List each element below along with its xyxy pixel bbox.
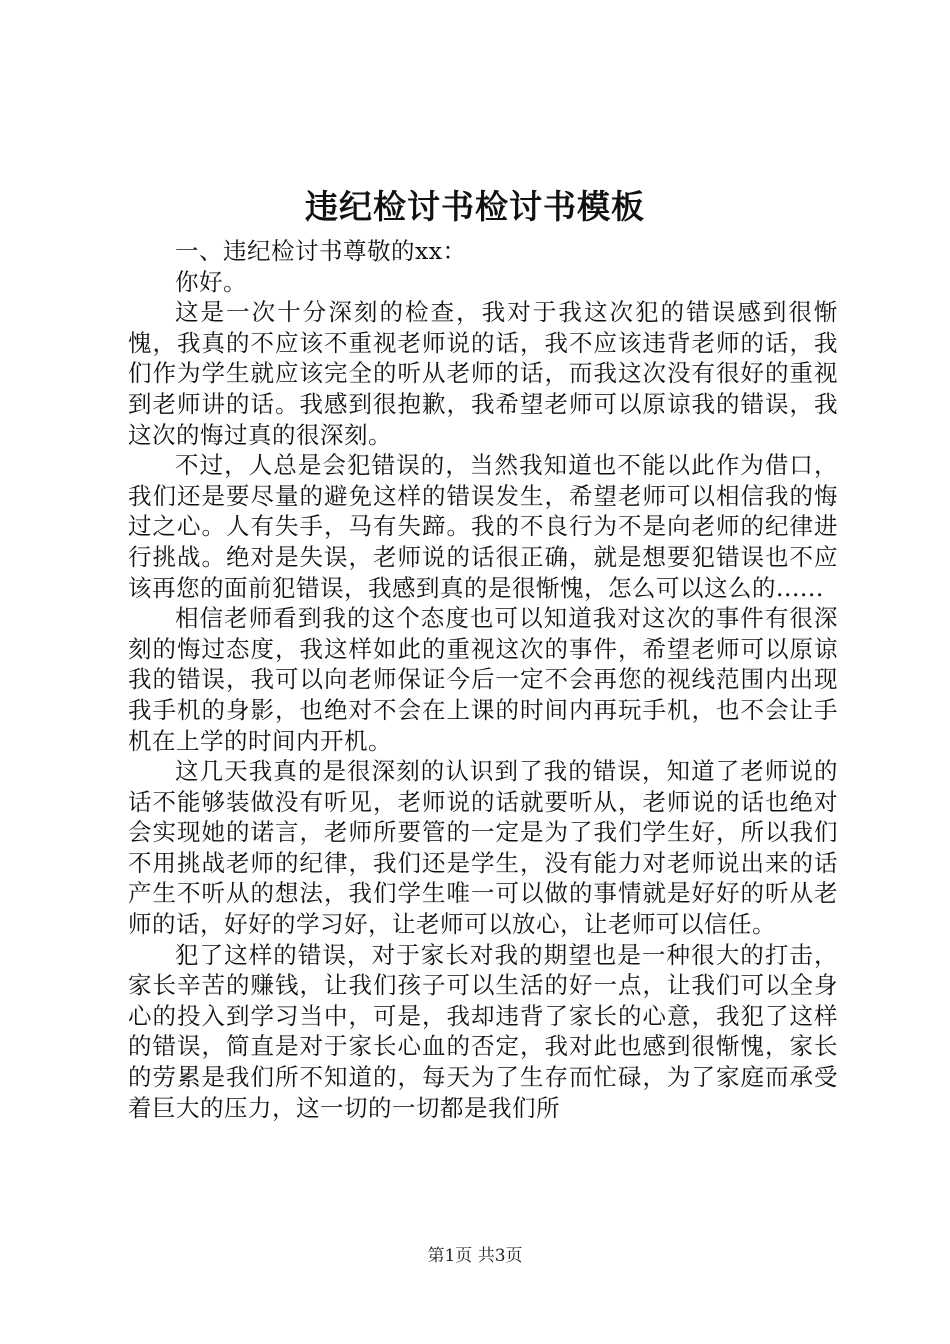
body-paragraph: 这几天我真的是很深刻的认识到了我的错误，知道了老师说的话不能够装做没有听见，老师说的话就要听从，老师说的话也绝对会实现她的诺言，老师所要管的一定是为了我们学生好，所以我们不用挑战老师的纪律，我们还是学生，没有能力对老师说出来的话产生不听从的想法，我们学生唯一可以做的事情就是好好的听从老师的话，好好的学习好，让老师可以放心，让老师可以信任。 [128, 757, 838, 939]
body-paragraph: 这是一次十分深刻的检查，我对于我这次犯的错误感到很惭愧，我真的不应该不重视老师说的话，我不应该违背老师的话，我们作为学生就应该完全的听从老师的话，而我这次没有很好的重视到老师讲的话。我感到很抱歉，我希望老师可以原谅我的错误，我这次的悔过真的很深刻。 [128, 298, 838, 449]
document-body [128, 236, 838, 1123]
body-paragraph: 犯了这样的错误，对于家长对我的期望也是一种很大的打击，家长辛苦的赚钱，让我们孩子可以生活的好一点，让我们可以全身心的投入到学习当中，可是，我却违背了家长的心意，我犯了这样的错误，简直是对于家长心血的否定，我对此也感到很惭愧，家长的劳累是我们所不知道的，每天为了生存而忙碌，为了家庭而承受着巨大的压力，这一切的一切都是我们所 [128, 940, 838, 1122]
document-title: 违纪检讨书检讨书模板 [305, 187, 645, 226]
greeting-paragraph: 你好。 [175, 267, 247, 296]
body-paragraph: 相信老师看到我的这个态度也可以知道我对这次的事件有很深刻的悔过态度，我这样如此的重视这次的事件，希望老师可以原谅我的错误，我可以向老师保证今后一定不会再您的视线范围内出现我手机的身影，也绝对不会在上课的时间内再玩手机，也不会让手机在上学的时间内开机。 [128, 604, 838, 755]
salutation-paragraph: 一、违纪检讨书尊敬的xx： [175, 237, 467, 265]
page-footer: 第1页 共3页 [427, 1246, 523, 1266]
body-paragraph: 不过，人总是会犯错误的，当然我知道也不能以此作为借口，我们还是要尽量的避免这样的错误发生，希望老师可以相信我的悔过之心。人有失手，马有失蹄。我的不良行为不是向老师的纪律进行挑战。绝对是失误，老师说的话很正确，就是想要犯错误也不应该再您的面前犯错误，我感到真的是很惭愧，怎么可以这么的...... [128, 451, 838, 602]
